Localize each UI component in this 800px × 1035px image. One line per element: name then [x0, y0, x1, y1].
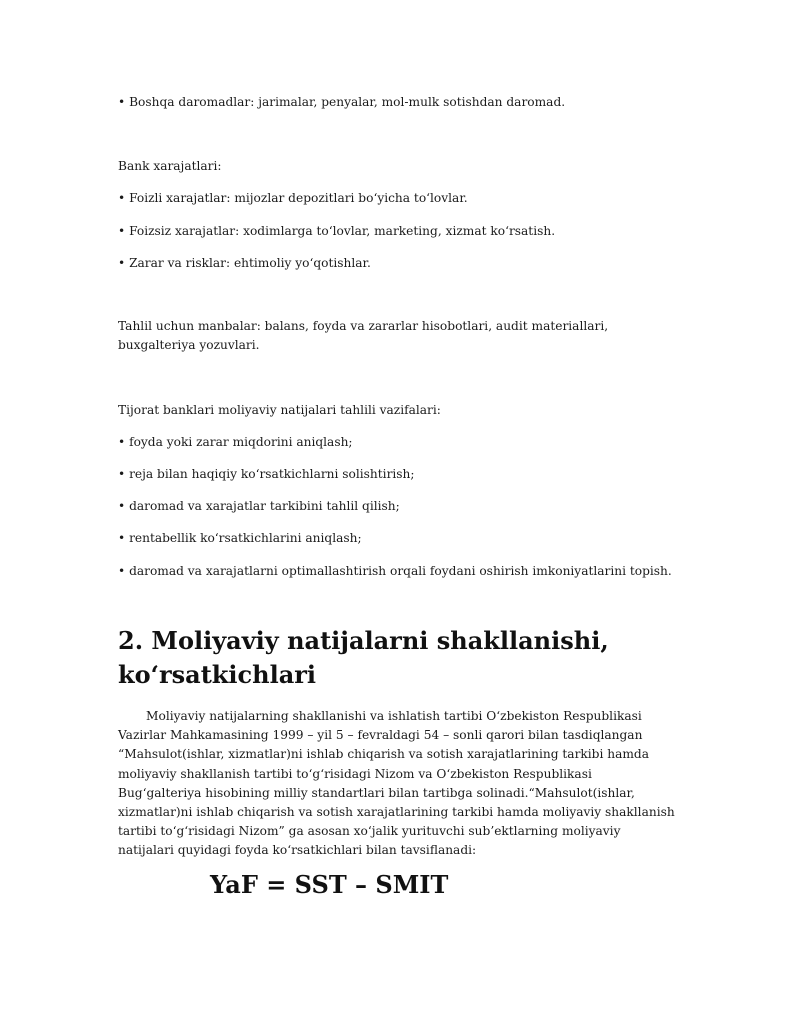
profit-formula: YaF = SST – SMIT: [210, 870, 449, 899]
section-body-paragraph: Moliyaviy natijalarning shakllanishi va ishlatish tartibi O‘zbekiston Respublikasi Vazirlar Mahkamasining 1999 – yil 5 – fevraldagi 54 – sonli qarori bilan tasdiqlangan “Mahsulot(ishlar, xizmatlar)ni ishlab chiqarish va sotish xarajatlarining tarkibi hamda moliyaviy shakllanish tartibi to‘g‘risidagi Nizom va O‘zbekiston Respublikasi Bug‘galteriya hisobining milliy standartlari bilan tartibga solinadi.“Mahsulot(ishlar, xizmatlar)ni ishlab chiqarish va sotish xarajatlarining tarkibi hamda moliyaviy shakllanish tartibi to‘g‘risidagi Nizom” ga asosan xo‘jalik yurituvchi sub’ektlarning moliyaviy natijalari quyidagi foyda ko‘rsatkichlari bilan tavsiflanadi:: [118, 709, 675, 858]
expense-item-risks: • Zarar va risklar: ehtimoliy yo‘qotishlar.: [118, 256, 371, 270]
task-item-1: • foyda yoki zarar miqdorini aniqlash;: [118, 435, 353, 449]
task-item-2: • reja bilan haqiqiy ko‘rsatkichlarni solishtirish;: [118, 467, 415, 481]
task-item-5: • daromad va xarajatlarni optimallashtirish orqali foydani oshirish imkoniyatlarini topish.: [118, 564, 672, 578]
section-heading: 2. Moliyaviy natijalarni shakllanishi, ko‘rsatkichlari: [118, 626, 609, 689]
tasks-title: Tijorat banklari moliyaviy natijalari tahlili vazifalari:: [118, 403, 441, 417]
other-income-item: • Boshqa daromadlar: jarimalar, penyalar, mol-mulk sotishdan daromad.: [118, 95, 566, 109]
expense-item-interest: • Foizli xarajatlar: mijozlar depozitlari bo‘yicha to‘lovlar.: [118, 191, 468, 205]
task-item-4: • rentabellik ko‘rsatkichlarini aniqlash;: [118, 531, 362, 545]
expense-item-noninterest: • Foizsiz xarajatlar: xodimlarga to‘lovlar, marketing, xizmat ko‘rsatish.: [118, 224, 556, 238]
task-item-3: • daromad va xarajatlar tarkibini tahlil qilish;: [118, 499, 400, 513]
expenses-title: Bank xarajatlari:: [118, 159, 222, 173]
sources-paragraph: Tahlil uchun manbalar: balans, foyda va zararlar hisobotlari, audit materiallari, buxgalteriya yozuvlari.: [118, 319, 609, 352]
